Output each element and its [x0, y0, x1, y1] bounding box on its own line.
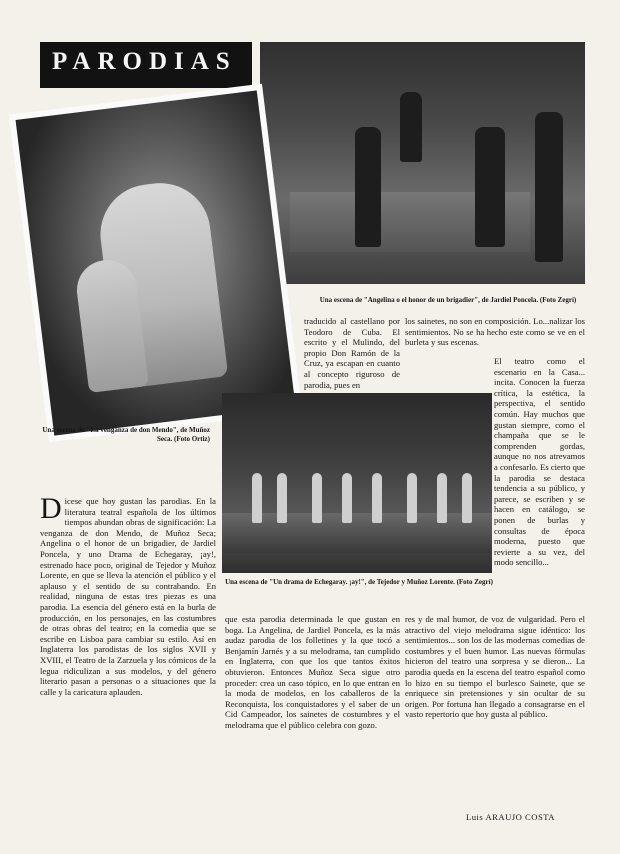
author-signature: Luis ARAUJO COSTA — [466, 812, 555, 822]
body-intro: traducido al castellano por Teodoro de Cuba. El escrito y el Mulindo, del propio Don Ramón de la Cruz, ya escapan en cuanto al concepto riguroso de parodia, pues en — [304, 316, 400, 390]
photo-figure — [475, 127, 505, 247]
photo-figure — [252, 473, 262, 523]
photo-figure — [400, 92, 422, 162]
caption-top: Una escena de "Angelina o el honor de un brigadier", de Jardiel Poncela. (Foto Zegrí) — [319, 296, 577, 304]
photo-stage — [222, 513, 492, 553]
body-column-2: que esta parodia determinada le que gustan en boga. La Angelina, de Jardiel Poncela, es la más audaz parodia de los folletines y la que tocó a Benjamín Jarnés y a su melodrama, tan cumplido en Inglaterra, con que los que tantos éxitos obtuvieron. Entonces Muñoz Seca sigue otro proceder: crea un caso tópico, en lo que entran en la moda de modelos, en los caballeros de la Reconquista, los conquistadores y el saber de un Cid Campeador, los sainetes de costumbres y el melodrama que el público celebra con gozo. — [225, 614, 400, 730]
photo-figure — [462, 473, 472, 523]
photo-drama-echegaray — [222, 393, 492, 573]
body-column-1-text: icese que hoy gustan las parodias. En la literatura teatral española de los últimos tiempos abundan obras de significación: La venganza de don Mendo, de Muñoz Seca; Angelina o el honor de un brigadier, de Jardiel Poncela, y uno Drama de Echegaray, ¡ay!, estrenado hace poco, original de Tejedor y Muñoz Lorente, en que se lleva la atención el público y el aplauso y el sentido de su contrabando. En realidad, ninguna de estas tres piezas es una parodia. La esencia del género está en la burla de producción, en los personajes, en las costumbres de otras obras del teatro; en la comedia que se escribe en Lisboa para cambiar su estilo. Así en Inglaterra los parodistas de los siglos XVII y XVIII, el Teatro de la Zarzuela y los cómicos de la legua ridiculizan a sus modelos, y del género literario pasan a personas o a situaciones que la calle y la caricatura aplauden. — [40, 496, 216, 697]
drop-cap: D — [40, 496, 62, 525]
caption-middle: Una escena de "Un drama de Echegaray. ¡ay!", de Tejedor y Muñoz Lorente. (Foto Zegrí) — [225, 578, 493, 586]
caption-left: Una escena de "La venganza de don Mendo", de Muñoz Seca. (Foto Ortiz) — [42, 426, 210, 443]
body-column-1 — [40, 496, 216, 828]
photo-figure — [312, 473, 322, 523]
photo-angelina — [260, 42, 585, 284]
photo-figure — [535, 112, 563, 262]
body-right-narrow: El teatro como el escenario en la Casa... incita. Conocen la fuerza crítica, la estética, la perspectiva, el sentido común. Hay muchos que gustan siempre, como el champaña que se le comprenden gordas, aunque no nos atrevamos a confesarlo. Es cierto que la parodia se destaca tendencia a su público, y parece, se escriben y se hacen en catálogo, se ponen de burlas y consultas de época moderna, puesto que revierte a su vez, del modo sencillo... — [494, 356, 585, 568]
photo-figure — [407, 473, 417, 523]
body-right-top: los sainetes, no son en composición. Lo...nalizar los sentimientos. No se ha hecho este como se ve en el burleta y sus escenas. — [405, 316, 585, 348]
photo-figure — [277, 473, 287, 523]
photo-figure — [372, 473, 382, 523]
photo-figure — [342, 473, 352, 523]
photo-venganza-image — [16, 90, 296, 435]
body-column-3: res y de mal humor, de voz de vulgaridad. Pero el atractivo del viejo melodrama sigue idéntico: los sentimientos... son los de las modernas comedias de costumbres y el buen humor. Las nuevas fórmulas hicieron del teatro una sorpresa y se dieron... La parodia queda en la escena del teatro español como lo hizo en su tiempo el burlesco Sainete, que se enriquece sin pretensiones y sin ocultar de su origen. Por fortuna han llegado a consagrarse en el vasto repertorio que hoy gusta al público. — [405, 614, 585, 720]
photo-figure — [437, 473, 447, 523]
page-title: PARODIAS — [52, 48, 237, 75]
photo-venganza — [9, 84, 302, 443]
photo-figure — [355, 127, 381, 247]
